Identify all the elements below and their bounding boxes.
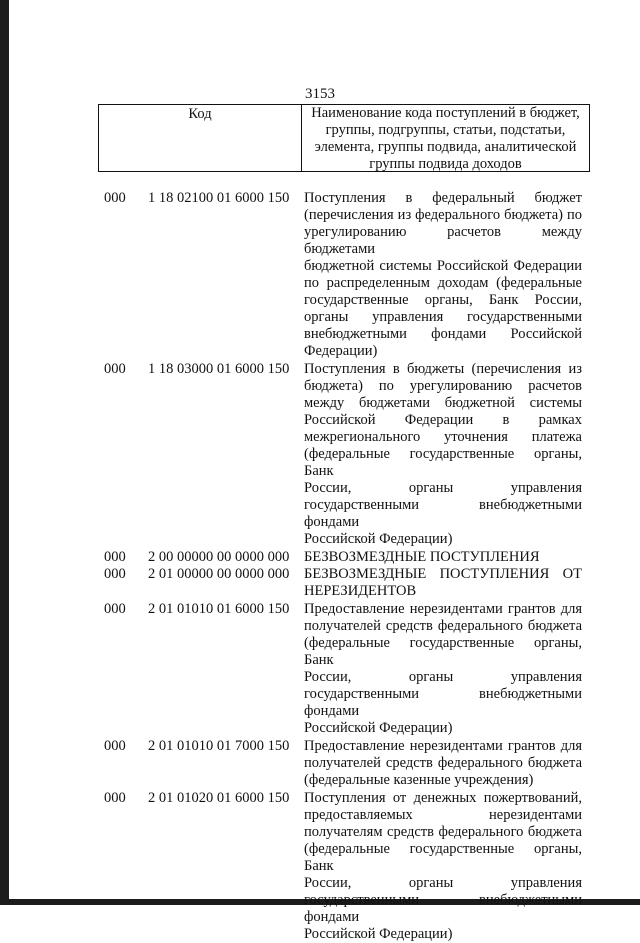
income-code: 2 01 00000 00 0000 000 bbox=[148, 566, 290, 582]
description-line: (федеральные государственные органы, Банк bbox=[304, 446, 582, 479]
description-line: НЕРЕЗИДЕНТОВ bbox=[304, 583, 417, 599]
description-line: Российской Федерации) bbox=[304, 720, 453, 736]
description-line: бюджета) по урегулированию расчетов bbox=[304, 378, 582, 394]
table-row bbox=[0, 190, 640, 360]
description-line: получателям средств федерального бюджета bbox=[304, 824, 582, 840]
description-line: межрегионального уточнения платежа bbox=[304, 429, 582, 445]
description-line: Российской Федерации) bbox=[304, 926, 453, 942]
table-header bbox=[98, 104, 590, 172]
description-line: Российской Федерации в рамках bbox=[304, 412, 582, 428]
description-line: предоставляемых нерезидентами bbox=[304, 807, 582, 823]
income-code: 2 01 01020 01 6000 150 bbox=[148, 790, 290, 806]
description-line: государственными внебюджетными фондами bbox=[304, 497, 582, 530]
description-line: между бюджетами бюджетной системы bbox=[304, 395, 582, 411]
description-line: урегулированию расчетов между бюджетами bbox=[304, 224, 582, 257]
table-row bbox=[0, 361, 640, 548]
table-row bbox=[0, 738, 640, 789]
income-description bbox=[304, 790, 582, 943]
income-description bbox=[304, 738, 582, 789]
description-line: государственными внебюджетными фондами bbox=[304, 892, 582, 925]
admin-code: 000 bbox=[104, 566, 126, 582]
description-line: бюджетной системы Российской Федерации bbox=[304, 258, 582, 274]
income-description bbox=[304, 190, 582, 360]
admin-code: 000 bbox=[104, 738, 126, 754]
table-row bbox=[0, 601, 640, 737]
income-code: 2 01 01010 01 6000 150 bbox=[148, 601, 290, 617]
description-line: (федеральные казенные учреждения) bbox=[304, 772, 534, 788]
admin-code: 000 bbox=[104, 361, 126, 377]
description-line: получателей средств федерального бюджета bbox=[304, 755, 582, 771]
table-row bbox=[0, 549, 640, 566]
description-line: органы управления государственными bbox=[304, 309, 582, 325]
description-line: государственные органы, Банк России, bbox=[304, 292, 582, 308]
description-line: (федеральные государственные органы, Банк bbox=[304, 841, 582, 874]
admin-code: 000 bbox=[104, 190, 126, 206]
description-line: Предоставление нерезидентами грантов для bbox=[304, 738, 582, 754]
description-line: Федерации) bbox=[304, 343, 378, 359]
description-line: Поступления от денежных пожертвований, bbox=[304, 790, 582, 806]
description-line: БЕЗВОЗМЕЗДНЫЕ ПОСТУПЛЕНИЯ ОТ bbox=[304, 566, 582, 582]
description-line: (перечисления из федерального бюджета) по bbox=[304, 207, 582, 223]
page-number: 3153 bbox=[305, 86, 335, 102]
income-description bbox=[304, 566, 582, 600]
income-code: 2 00 00000 00 0000 000 bbox=[148, 549, 290, 565]
description-line: внебюджетными фондами Российской bbox=[304, 326, 582, 342]
description-line: России, органы управления bbox=[304, 480, 582, 496]
description-line: получателей средств федерального бюджета bbox=[304, 618, 582, 634]
income-description bbox=[304, 549, 582, 566]
description-line: Поступления в федеральный бюджет bbox=[304, 190, 582, 206]
description-line: Предоставление нерезидентами грантов для bbox=[304, 601, 582, 617]
header-code-column: Код bbox=[99, 105, 302, 171]
income-code: 1 18 03000 01 6000 150 bbox=[148, 361, 290, 377]
income-code: 1 18 02100 01 6000 150 bbox=[148, 190, 290, 206]
description-line: России, органы управления bbox=[304, 669, 582, 685]
description-line: (федеральные государственные органы, Банк bbox=[304, 635, 582, 668]
income-description bbox=[304, 361, 582, 548]
description-line: БЕЗВОЗМЕЗДНЫЕ ПОСТУПЛЕНИЯ bbox=[304, 549, 540, 565]
admin-code: 000 bbox=[104, 790, 126, 806]
table-row bbox=[0, 566, 640, 600]
header-name-column: Наименование кода поступлений в бюджет, группы, подгруппы, статьи, подстатьи, элемента, группы подвида, аналитической группы подвида доходов bbox=[311, 105, 580, 172]
table-row bbox=[0, 790, 640, 943]
admin-code: 000 bbox=[104, 549, 126, 565]
income-description bbox=[304, 601, 582, 737]
income-code: 2 01 01010 01 7000 150 bbox=[148, 738, 290, 754]
admin-code: 000 bbox=[104, 601, 126, 617]
description-line: России, органы управления bbox=[304, 875, 582, 891]
table-body bbox=[0, 190, 640, 943]
description-line: Поступления в бюджеты (перечисления из bbox=[304, 361, 582, 377]
description-line: государственными внебюджетными фондами bbox=[304, 686, 582, 719]
description-line: по распределенным доходам (федеральные bbox=[304, 275, 582, 291]
description-line: Российской Федерации) bbox=[304, 531, 453, 547]
